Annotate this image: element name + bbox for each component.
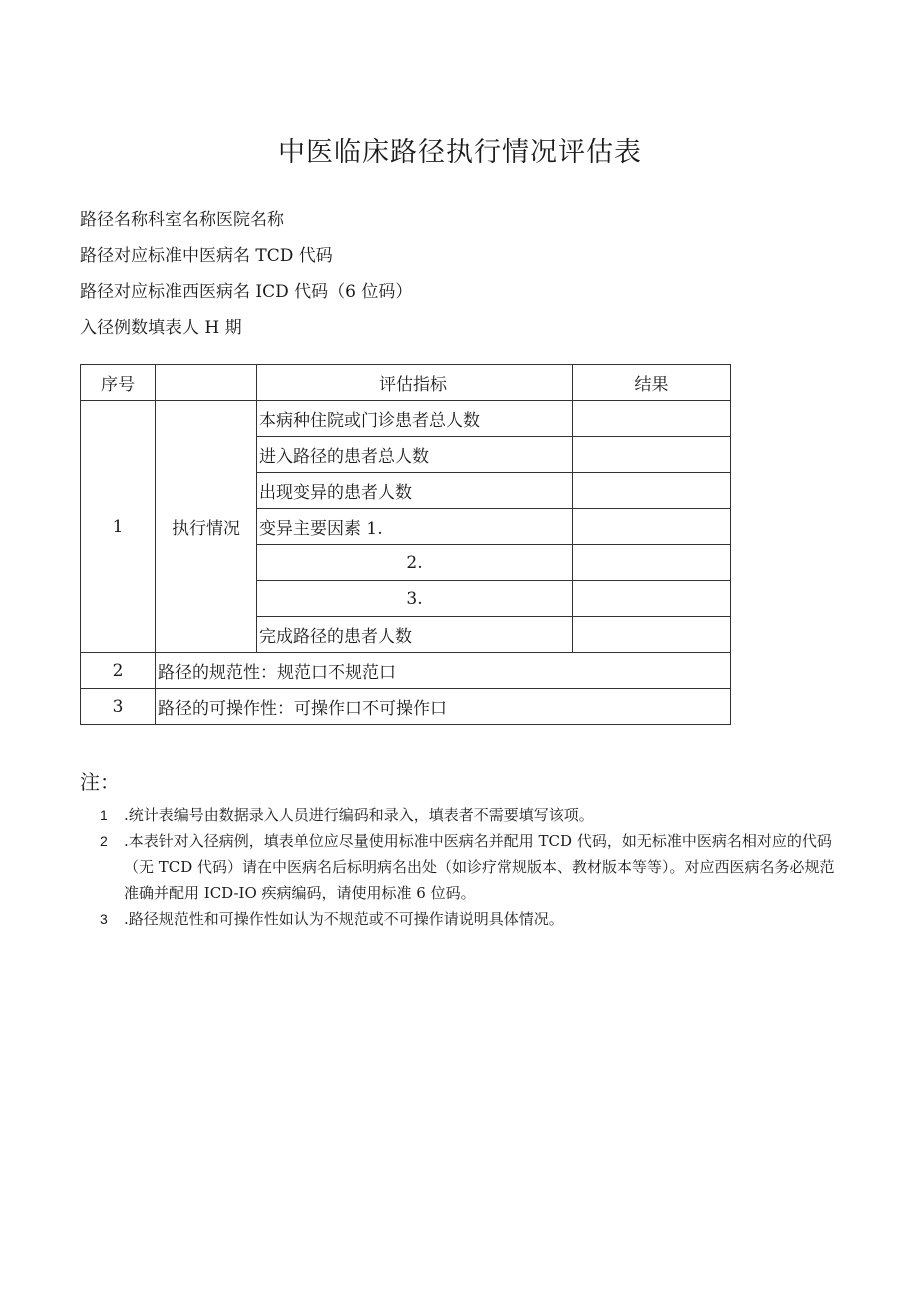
row-seq-3: 3 [81, 689, 156, 725]
indicator-total-patients: 本病种住院或门诊患者总人数 [257, 401, 573, 437]
header-blank [156, 365, 257, 401]
indicator-path-standardization: 路径的规范性：规范口不规范口 [156, 653, 731, 689]
note-text: .本表针对入径病例，填表单位应尽量使用标准中医病名并配用 TCD 代码，如无标准中医病名相对应的代码（无 TCD 代码）请在中医病名后标明病名出处（如诊疗常规版本、教材版本等等）。对应西医病名务必规范准确并配用 ICD-IO 疾病编码，请使用标准 6 位码。 [124, 832, 835, 902]
header-result: 结果 [573, 365, 731, 401]
indicator-completed-path: 完成路径的患者人数 [257, 617, 573, 653]
result-cell[interactable] [573, 617, 731, 653]
notes-heading: 注： [80, 770, 120, 794]
note-text: .统计表编号由数据录入人员进行编码和录入，填表者不需要填写该项。 [124, 806, 594, 824]
indicator-variation-factor-1: 变异主要因素 1. [257, 509, 573, 545]
indicator-entered-path: 进入路径的患者总人数 [257, 437, 573, 473]
info-line-tcm-diagnosis: 路径对应标准中医病名 TCD 代码 [80, 246, 333, 266]
indicator-path-operability: 路径的可操作性：可操作口不可操作口 [156, 689, 731, 725]
indicator-variation-factor-2: 2. [257, 545, 573, 581]
notes-list [100, 802, 840, 932]
note-item [100, 802, 840, 828]
indicator-variation-count: 出现变异的患者人数 [257, 473, 573, 509]
result-cell[interactable] [573, 509, 731, 545]
result-cell[interactable] [573, 437, 731, 473]
info-line-cases-filler-date: 入径例数填表人 H 期 [80, 318, 242, 338]
header-seq: 序号 [81, 365, 156, 401]
note-item [100, 828, 840, 906]
note-number: 3 [100, 911, 108, 927]
note-item [100, 906, 840, 932]
row-seq-1: 1 [81, 401, 156, 653]
note-text: .路径规范性和可操作性如认为不规范或不可操作请说明具体情况。 [124, 910, 564, 928]
info-line-path-dept-hospital: 路径名称科室名称医院名称 [80, 210, 284, 230]
form-title: 中医临床路径执行情况评估表 [278, 137, 642, 168]
header-indicator-label: 评估指标 [379, 375, 447, 395]
result-cell[interactable] [573, 401, 731, 437]
note-number: 1 [100, 807, 108, 823]
header-indicator [257, 365, 573, 401]
table-header-row [81, 365, 731, 401]
row-seq-2: 2 [81, 653, 156, 689]
note-number: 2 [100, 833, 108, 849]
evaluation-table [80, 364, 731, 725]
table-row [81, 689, 731, 725]
indicator-variation-factor-3: 3. [257, 581, 573, 617]
table-row [81, 653, 731, 689]
category-execution: 执行情况 [156, 401, 257, 653]
table-row [81, 401, 731, 437]
result-cell[interactable] [573, 473, 731, 509]
result-cell[interactable] [573, 545, 731, 581]
result-cell[interactable] [573, 581, 731, 617]
info-line-western-diagnosis: 路径对应标准西医病名 ICD 代码（6 位码） [80, 282, 413, 302]
